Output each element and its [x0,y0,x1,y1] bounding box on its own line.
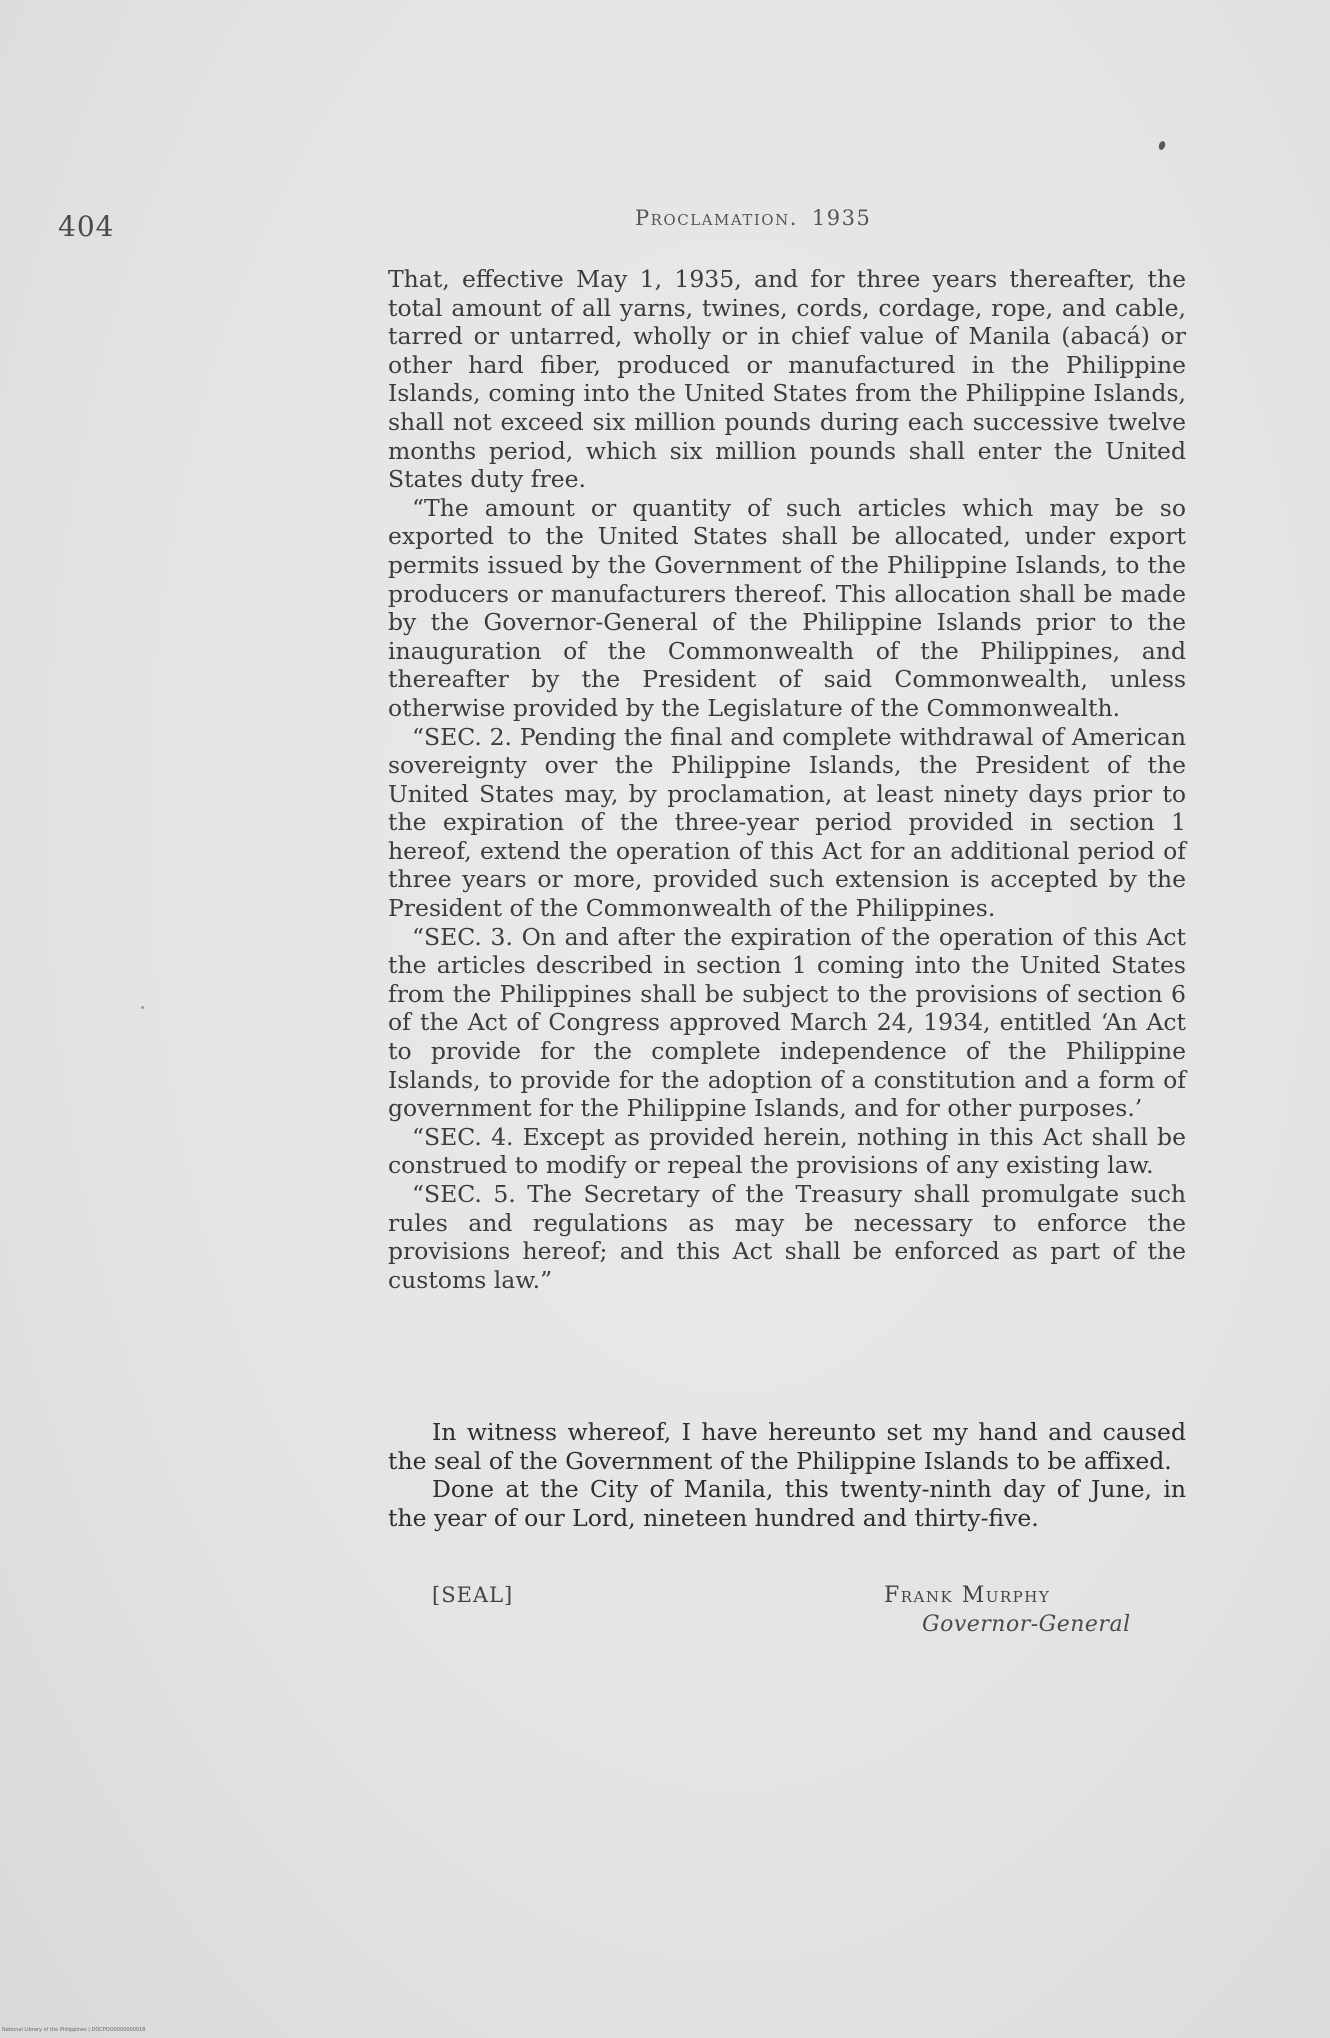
done-at-paragraph: Done at the City of Manila, this twenty-ninth day of June, in the year of our Lord, nineteen hundred and thirty-five. [388,1475,1186,1532]
body-paragraph: “SEC. 2. Pending the final and complete withdrawal of American sovereignty over the Philippine Islands, the President of the United States may, by proclamation, at least ninety days prior to the expiration of the three-year period provided in section 1 hereof, extend the operation of this Act for an additional period of three years or more, provided such extension is accepted by the President of the Commonwealth of the Philippines. [388,722,1186,923]
proclamation-body [388,265,1186,1294]
seal-mark: [SEAL] [432,1583,514,1607]
body-paragraph: “SEC. 3. On and after the expiration of the operation of this Act the articles described in section 1 coming into the United States from the Philippines shall be subject to the provisions of section 6 of the Act of Congress approved March 24, 1934, entitled ‘An Act to provide for the complete independence of the Philippine Islands, to provide for the adoption of a constitution and a form of government for the Philippine Islands, and for other purposes.’ [388,922,1186,1123]
page-number: 404 [58,210,115,243]
running-head-year: 1935 [811,206,872,230]
signer-name: Frank Murphy [884,1583,1051,1608]
running-head-title: Proclamation. [635,206,798,230]
body-paragraph: That, effective May 1, 1935, and for three years thereafter, the total amount of all yarns, twines, cords, cordage, rope, and cable, tarred or untarred, wholly or in chief value of Manila (abacá) or other hard fiber, produced or manufactured in the Philippine Islands, coming into the United States from the Philippine Islands, shall not exceed six million pounds during each successive twelve months period, which six million pounds shall enter the United States duty free. [388,265,1186,494]
body-paragraph: “SEC. 5. The Secretary of the Treasury shall promulgate such rules and regulations as may be necessary to enforce the provisions hereof; and this Act shall be enforced as part of the customs law.” [388,1180,1186,1294]
witness-paragraph: In witness whereof, I have hereunto set my hand and caused the seal of the Government of the Philippine Islands to be affixed. [388,1418,1186,1475]
body-paragraph: “SEC. 4. Except as provided herein, nothing in this Act shall be construed to modify or repeal the provisions of any existing law. [388,1122,1186,1180]
running-head [635,206,871,230]
scan-speck [141,1006,144,1009]
body-paragraph: “The amount or quantity of such articles which may be so exported to the United States shall be allocated, under export permits issued by the Government of the Philippine Islands, to the producers or manufacturers thereof. This allocation shall be made by the Governor-General of the Philippine Islands prior to the inauguration of the Commonwealth of the Philippines, and thereafter by the President of said Commonwealth, unless otherwise provided by the Legislature of the Commonwealth. [388,493,1186,722]
closing-block [388,1418,1186,1532]
footer-credit: National Library of the Philippines | DOCPOO0000000018 [2,2027,146,2033]
signer-title: Governor-General [922,1612,1131,1637]
